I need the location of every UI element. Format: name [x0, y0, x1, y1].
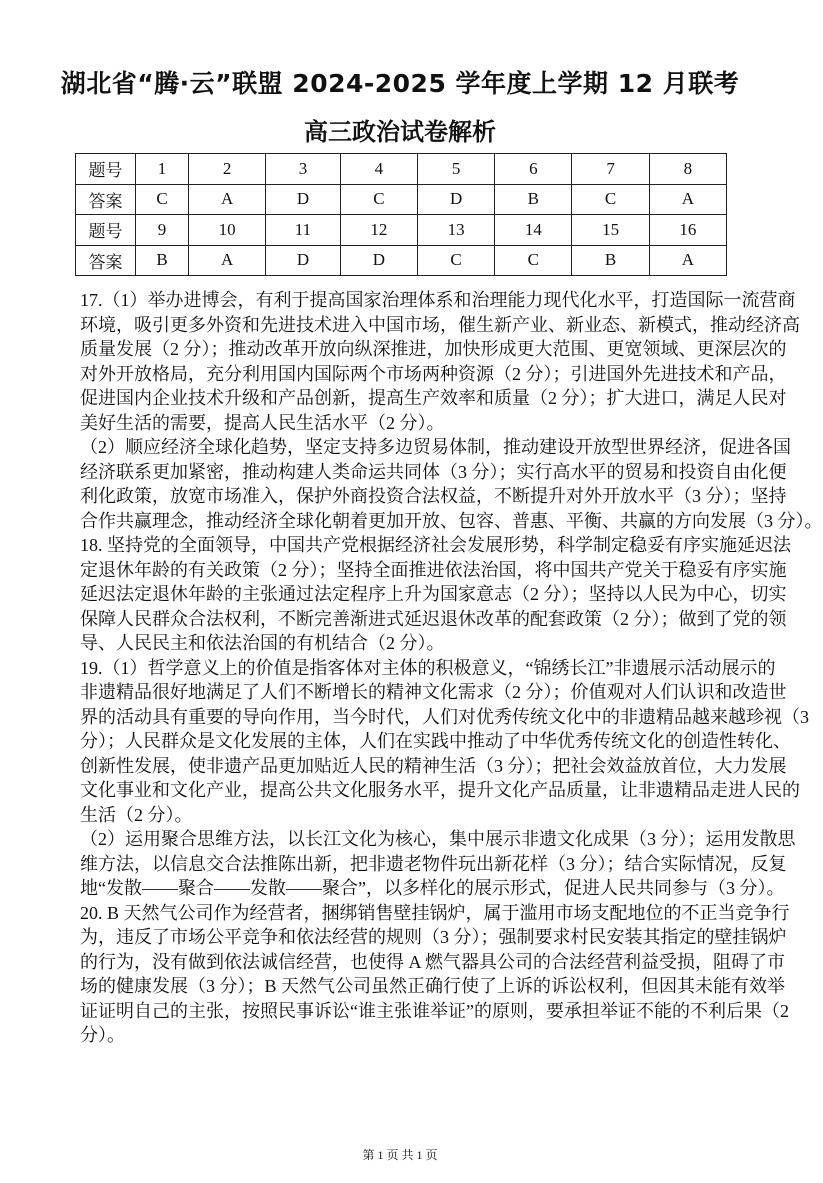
table-cell: 6	[495, 154, 572, 185]
text-line: 19.（1）哲学意义上的价值是指客体对主体的积极意义，“锦绣长江”非遗展示活动展示的	[80, 657, 776, 678]
text-line: 的行为，没有做到依法诚信经营，也使得 A 燃气器具公司的合法经营利益受损，阻碍了市	[80, 951, 786, 972]
text-line: 非遗精品很好地满足了人们不断增长的精神文化需求（2 分）；价值观对人们认识和改造世	[80, 682, 787, 702]
row-label: 题号	[76, 215, 136, 246]
answer-analysis	[80, 288, 823, 1048]
answer-paragraph	[80, 533, 791, 656]
text-line: 定退休年龄的有关政策（2 分）；坚持全面推进依法治国，将中国共产党关于稳妥有序实施	[80, 559, 787, 580]
text-line: 延迟法定退休年龄的主张通过法定程序上升为国家意志（2 分）；坚持以人民为中心，切实	[80, 584, 787, 604]
row-label: 答案	[76, 245, 136, 276]
text-line: 环境，吸引更多外资和先进技术进入中国市场，催生新产业、新业态、新模式，推动经济高	[80, 314, 800, 335]
table-cell: C	[136, 184, 189, 215]
table-cell: A	[649, 184, 726, 215]
table-cell: C	[495, 245, 572, 276]
table-cell: 16	[649, 215, 726, 246]
table-cell: 15	[572, 215, 649, 246]
table-cell: 13	[417, 215, 494, 246]
text-line: 导、人民民主和依法治国的有机结合（2 分）。	[80, 633, 445, 653]
text-line: （2）顺应经济全球化趋势，坚定支持多边贸易体制，推动建设开放型世界经济，促进各国	[80, 437, 791, 457]
text-line: 美好生活的需要，提高人民生活水平（2 分）。	[80, 412, 445, 433]
text-line: 文化事业和文化产业，提高公共文化服务水平，提升文化产品质量，让非遗精品走进人民的	[80, 780, 800, 800]
row-label: 题号	[76, 154, 136, 185]
text-line: 促进国内企业技术升级和产品创新，提高生产效率和质量（2 分）；扩大进口，满足人民对	[80, 388, 787, 408]
page-footer: 第 1 页 共 1 页	[362, 1148, 438, 1162]
text-line: 地“发散——聚合——发散——聚合”，以多样化的展示形式，促进人民共同参与（3 分）。	[80, 878, 785, 898]
table-cell: 14	[495, 215, 572, 246]
table-cell: A	[649, 245, 726, 276]
text-line: 分）；人民群众是文化发展的主体，人们在实践中推动了中华优秀传统文化的创造性转化、	[80, 731, 791, 751]
table-cell: 4	[340, 154, 417, 185]
table-cell: 3	[266, 154, 341, 185]
table-cell: 5	[417, 154, 494, 185]
table-row	[76, 215, 727, 246]
answer-paragraph	[80, 827, 796, 901]
table-cell: 2	[188, 154, 265, 185]
table-cell: B	[136, 245, 189, 276]
text-line: 界的活动具有重要的导向作用，当今时代，人们对优秀传统文化中的非遗精品越来越珍视（3	[80, 706, 809, 727]
table-cell: A	[188, 245, 265, 276]
table-cell: D	[417, 184, 494, 215]
text-line: 证证明自己的主张，按照民事诉讼“谁主张谁举证”的原则，要承担举证不能的不利后果（2	[80, 1000, 789, 1021]
text-line: 场的健康发展（3 分）；B 天然气公司虽然正确行使了上诉的诉讼权利，但因其未能有效举	[80, 976, 786, 996]
text-line: 创新性发展，使非遗产品更加贴近人民的精神生活（3 分）；把社会效益放首位，大力发展	[80, 755, 787, 776]
text-line: 20. B 天然气公司作为经营者，捆绑销售壁挂锅炉，属于滥用市场支配地位的不正当竞争行	[80, 902, 790, 923]
document-subtitle: 高三政治试卷解析	[304, 118, 496, 146]
table-cell: 7	[572, 154, 649, 185]
table-cell: 12	[340, 215, 417, 246]
table-cell: 11	[266, 215, 341, 246]
text-line: 对外开放格局，充分利用国内国际两个市场两种资源（2 分）；引进国外先进技术和产品，	[80, 363, 787, 384]
text-line: 分）。	[80, 1025, 125, 1045]
text-line: 经济联系更加紧密，推动构建人类命运共同体（3 分）；实行高水平的贸易和投资自由化便	[80, 461, 787, 482]
answer-paragraph	[80, 901, 790, 1048]
text-line: 保障人民群众合法权利，不断完善渐进式延迟退休改革的配套政策（2 分）；做到了党的领	[80, 608, 787, 629]
table-cell: 10	[188, 215, 265, 246]
table-cell: B	[572, 245, 649, 276]
table-cell: C	[340, 184, 417, 215]
table-cell: B	[495, 184, 572, 215]
text-line: 18. 坚持党的全面领导，中国共产党根据经济社会发展形势，科学制定稳妥有序实施延迟法	[80, 535, 791, 555]
text-line: 利化政策，放宽市场准入，保护外商投资合法权益，不断提升对外开放水平（3 分）；坚持	[80, 486, 787, 506]
answer-paragraph	[80, 656, 809, 828]
table-row	[76, 245, 727, 276]
table-row	[76, 154, 727, 185]
answer-table	[75, 153, 727, 276]
answer-paragraph	[80, 288, 800, 435]
table-row	[76, 184, 727, 215]
text-line: 质量发展（2 分）；推动改革开放向纵深推进，加快形成更大范围、更宽领域、更深层次的	[80, 339, 787, 359]
text-line: 为，违反了市场公平竞争和依法经营的规则（3 分）；强制要求村民安装其指定的壁挂锅炉	[80, 927, 787, 947]
table-cell: D	[266, 184, 341, 215]
row-label: 答案	[76, 184, 136, 215]
table-cell: A	[188, 184, 265, 215]
text-line: 维方法，以信息交合法推陈出新，把非遗老物件玩出新花样（3 分）；结合实际情况，反复	[80, 853, 787, 874]
table-cell: 1	[136, 154, 189, 185]
table-cell: 9	[136, 215, 189, 246]
text-line: 17.（1）举办进博会，有利于提高国家治理体系和治理能力现代化水平，打造国际一流营商	[80, 290, 796, 310]
text-line: 合作共赢理念，推动经济全球化朝着更加开放、包容、普惠、平衡、共赢的方向发展（3 分）。	[80, 510, 823, 531]
text-line: 生活（2 分）。	[80, 804, 193, 825]
table-cell: 8	[649, 154, 726, 185]
answer-paragraph	[80, 435, 823, 533]
table-cell: C	[572, 184, 649, 215]
document-title: 湖北省“腾·云”联盟 2024-2025 学年度上学期 12 月联考	[60, 69, 740, 98]
table-cell: D	[266, 245, 341, 276]
table-cell: D	[340, 245, 417, 276]
table-cell: C	[417, 245, 494, 276]
text-line: （2）运用聚合思维方法，以长江文化为核心，集中展示非遗文化成果（3 分）；运用发散思	[80, 829, 796, 849]
